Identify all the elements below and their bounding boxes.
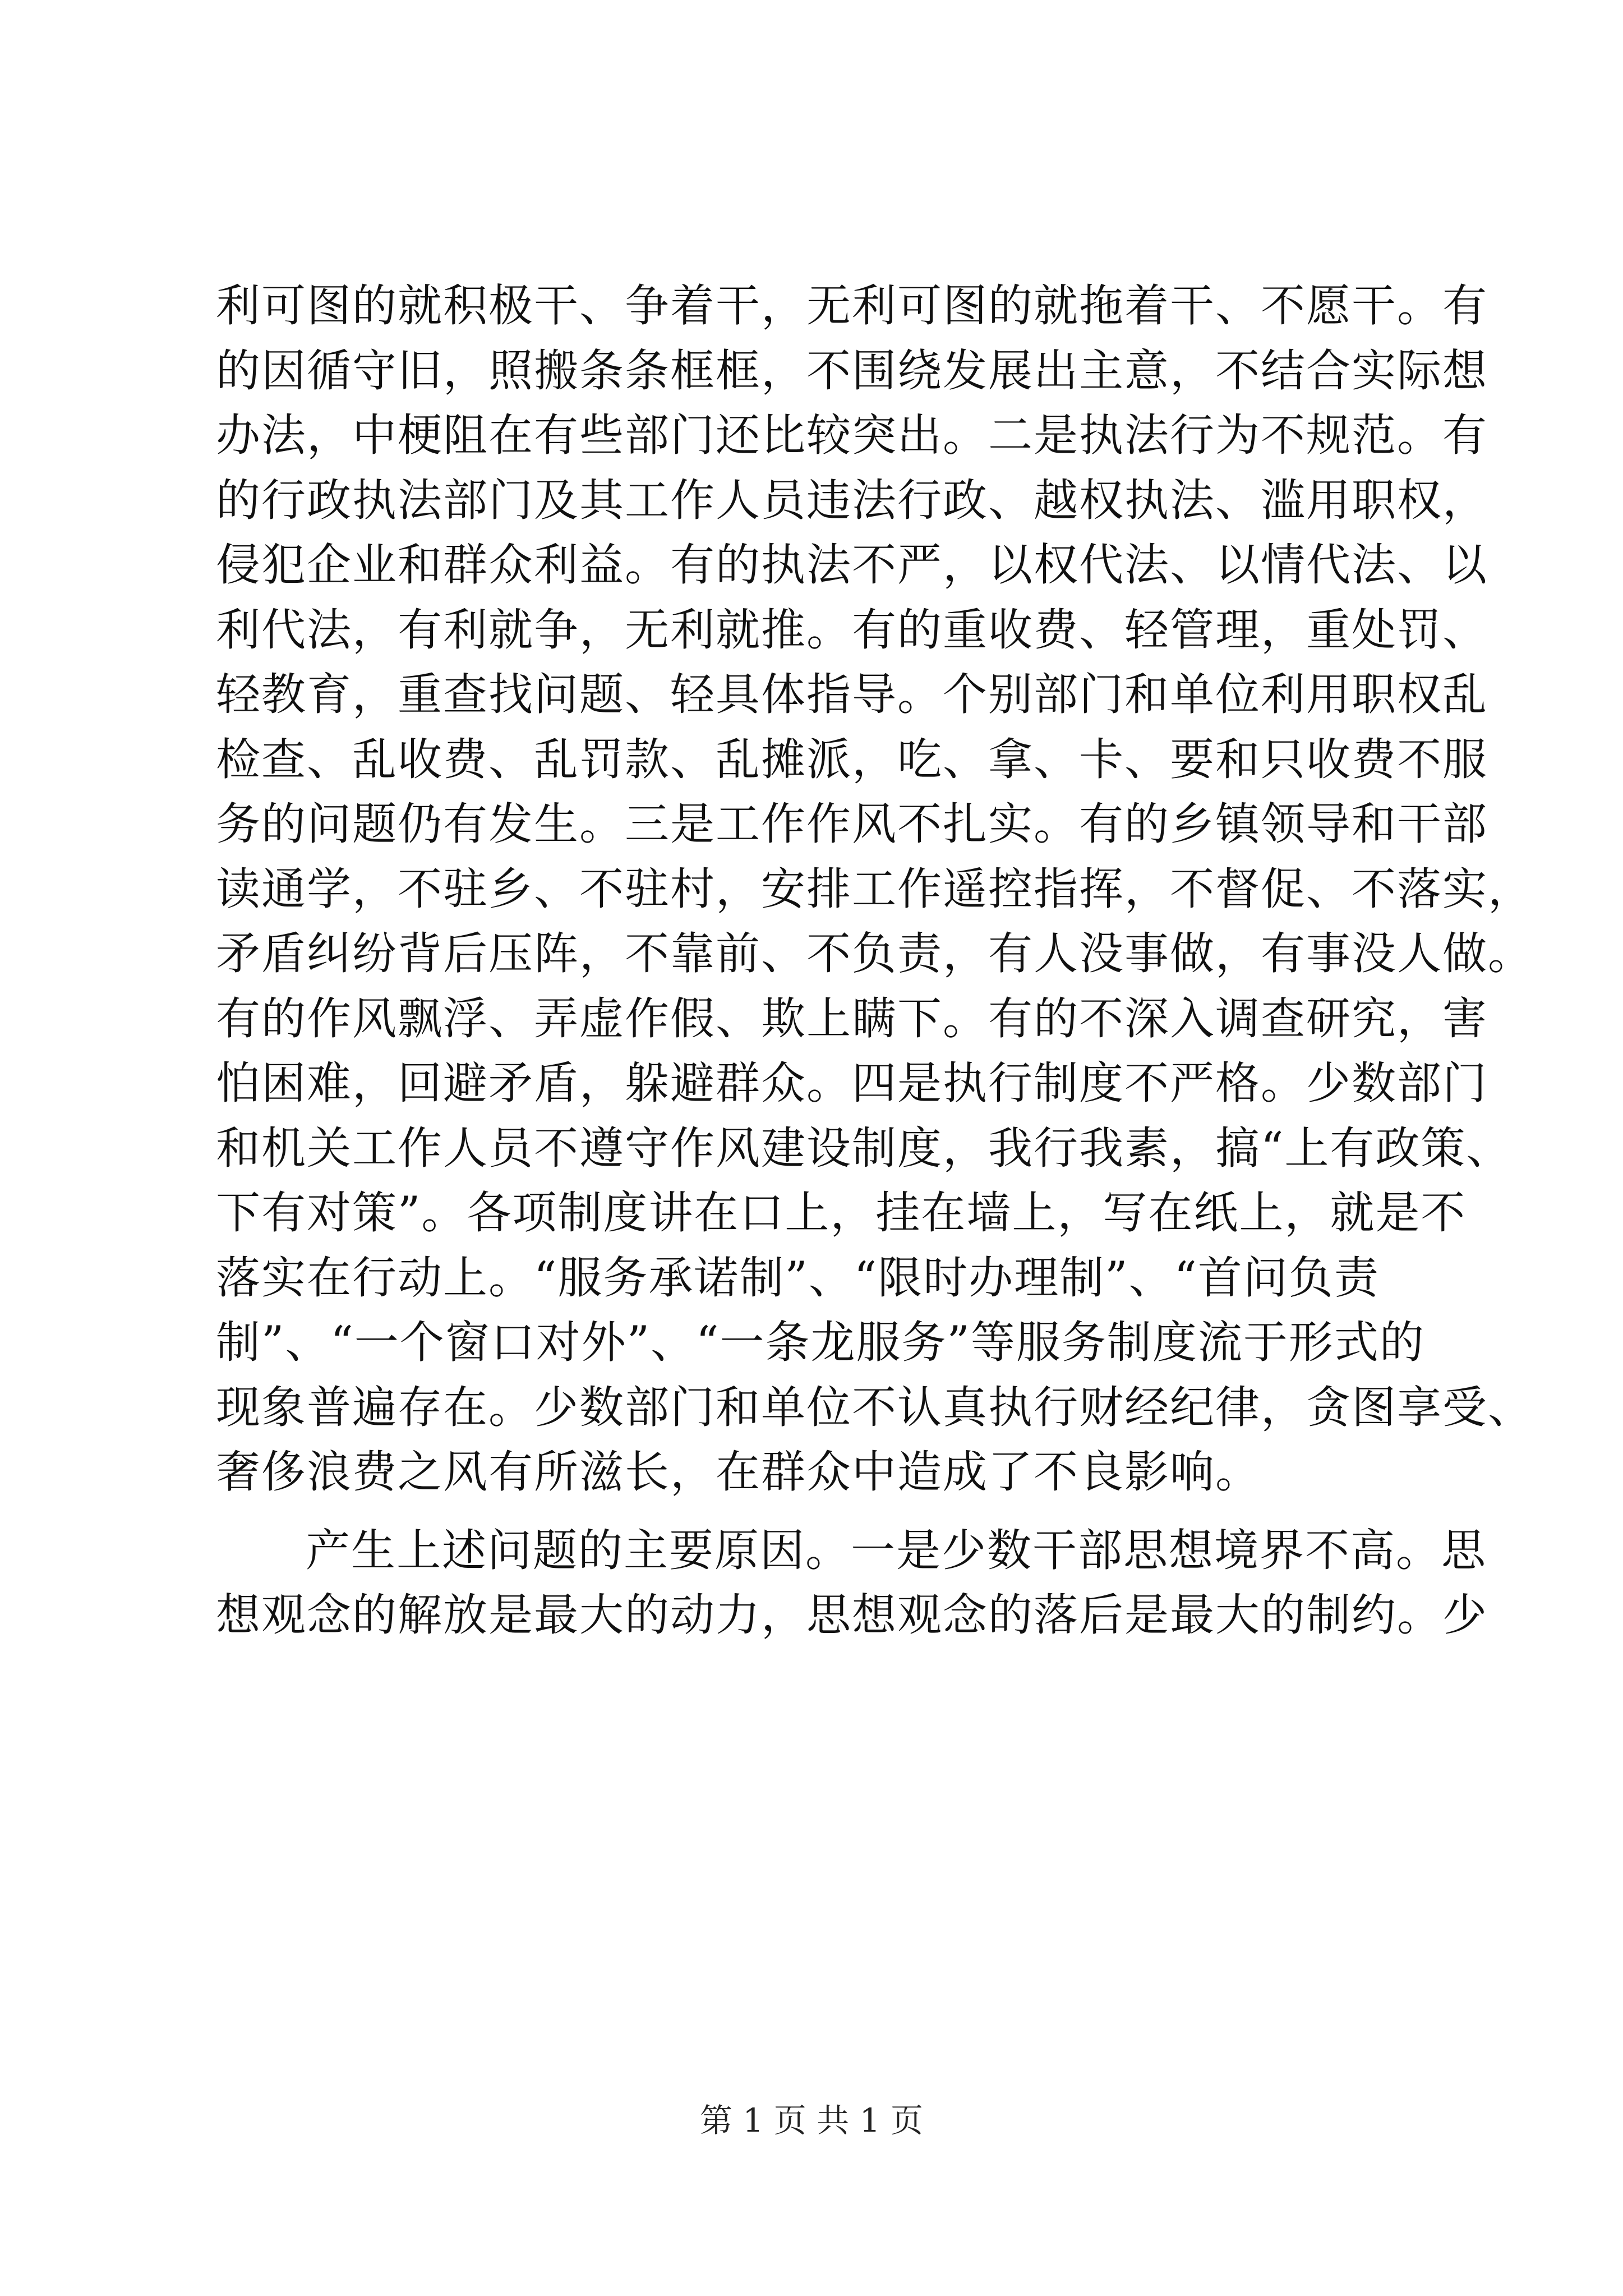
text-line: 落实在行动上。“服务承诺制”、“限时办理制”、“首问负责 (216, 1251, 1380, 1304)
text-line: 读通学，不驻乡、不驻村，安排工作遥控指挥，不督促、不落实， (216, 863, 1533, 915)
paragraph-1 (216, 274, 1533, 1505)
page-footer (0, 2101, 1623, 2140)
document-body (216, 274, 1533, 1648)
text-line: 怕困难，回避矛盾，躲避群众。四是执行制度不严格。少数部门 (216, 1057, 1488, 1109)
page-number: 第 1 页 共 1 页 (700, 2101, 923, 2139)
paragraph-spacing (216, 1505, 1427, 1519)
text-line: 的因循守旧，照搬条条框框，不围绕发展出主意，不结合实际想 (216, 344, 1488, 397)
text-line: 检查、乱收费、乱罚款、乱摊派，吃、拿、卡、要和只收费不服 (216, 733, 1488, 785)
text-line: 利可图的就积极干、争着干，无利可图的就拖着干、不愿干。有 (216, 280, 1488, 332)
text-line: 想观念的解放是最大的动力，思想观念的落后是最大的制约。少 (216, 1589, 1488, 1641)
text-line: 务的问题仍有发生。三是工作作风不扎实。有的乡镇领导和干部 (216, 798, 1488, 850)
text-line: 现象普遍存在。少数部门和单位不认真执行财经纪律，贪图享受、 (216, 1381, 1533, 1433)
text-line: 侵犯企业和群众利益。有的执法不严，以权代法、以情代法、以 (216, 539, 1488, 591)
text-line: 产生上述问题的主要原因。一是少数干部思想境界不高。思 (306, 1524, 1487, 1576)
text-line: 制”、“一个窗口对外”、“一条龙服务”等服务制度流于形式的 (216, 1317, 1425, 1368)
text-line: 下有对策”。各项制度讲在口上，挂在墙上，写在纸上，就是不 (216, 1187, 1467, 1239)
text-line: 办法，中梗阻在有些部门还比较突出。二是执法行为不规范。有 (216, 409, 1488, 461)
text-line: 和机关工作人员不遵守作风建设制度，我行我素，搞“上有政策、 (216, 1122, 1512, 1174)
text-line: 矛盾纠纷背后压阵，不靠前、不负责，有人没事做，有事没人做。 (216, 928, 1533, 979)
text-line: 的行政执法部门及其工作人员违法行政、越权执法、滥用职权， (216, 474, 1488, 526)
paragraph-2 (216, 1519, 1488, 1648)
text-line: 奢侈浪费之风有所滋长，在群众中造成了不良影响。 (216, 1446, 1261, 1498)
text-line: 有的作风飘浮、弄虚作假、欺上瞒下。有的不深入调查研究，害 (216, 992, 1488, 1045)
text-line: 利代法，有利就争，无利就推。有的重收费、轻管理，重处罚、 (216, 604, 1488, 656)
text-line: 轻教育，重查找问题、轻具体指导。个别部门和单位利用职权乱 (216, 669, 1488, 720)
